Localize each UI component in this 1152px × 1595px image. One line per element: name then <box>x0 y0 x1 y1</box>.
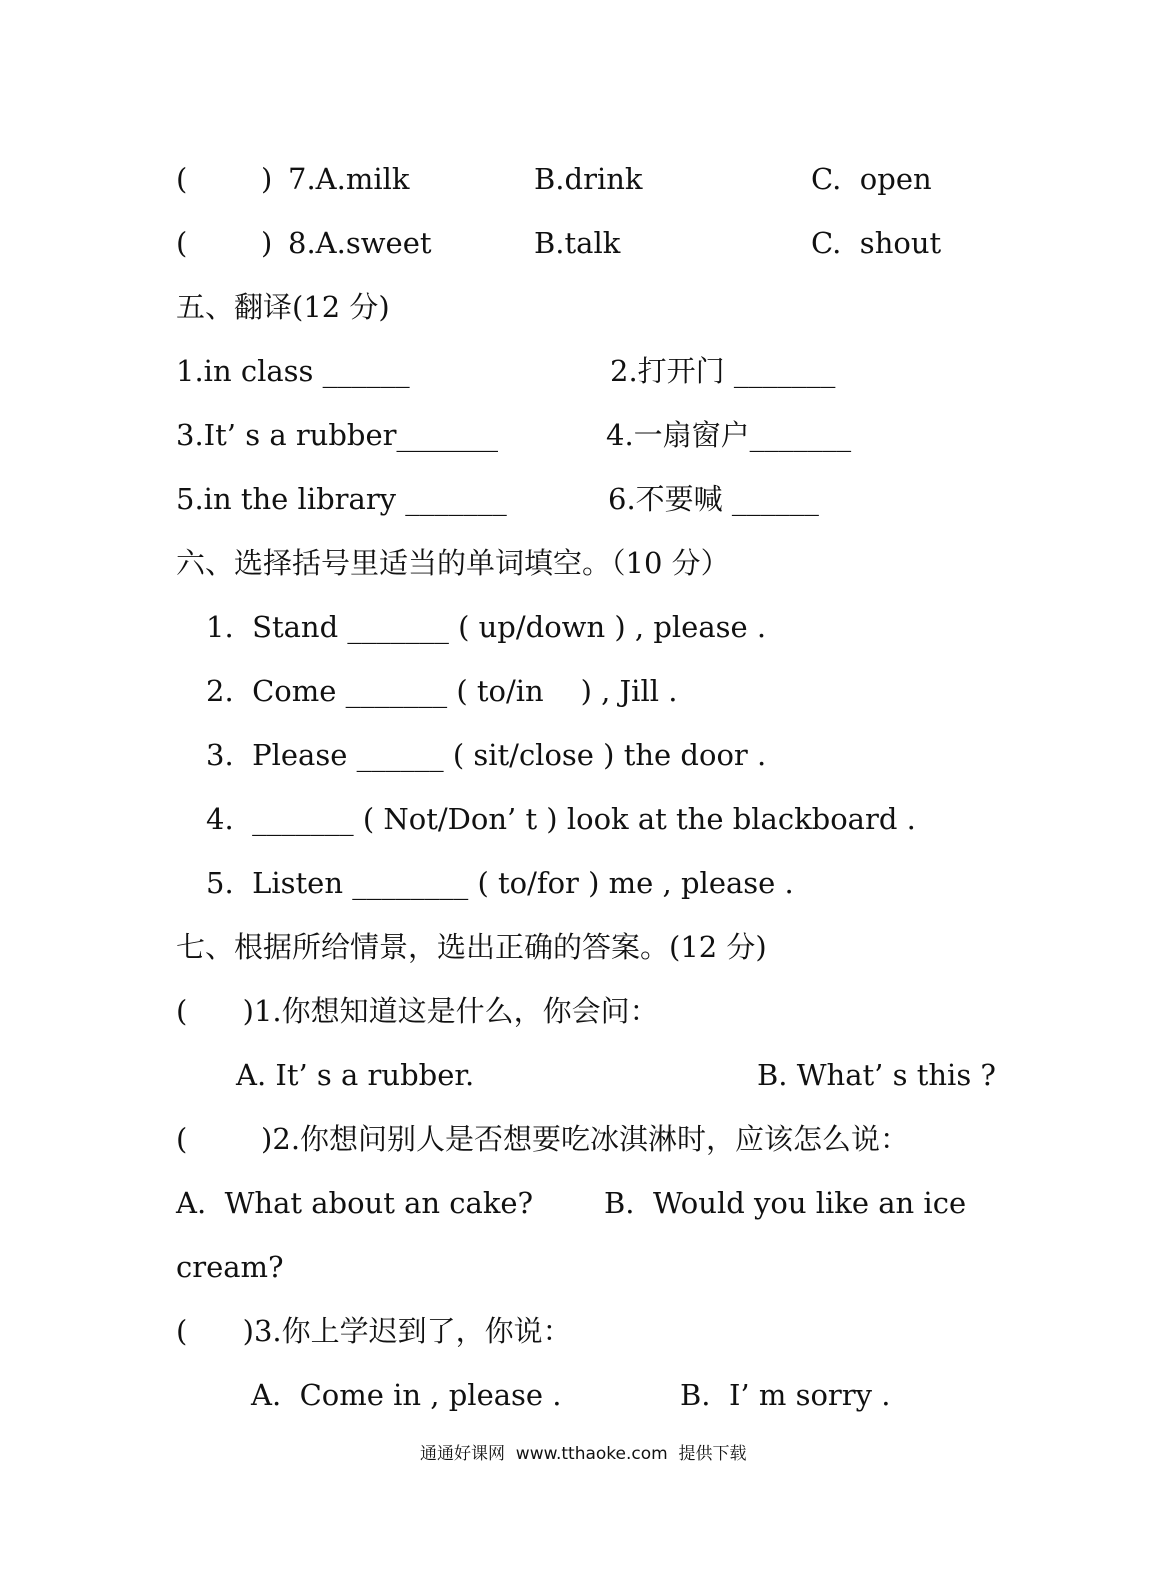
scenario-2-option-b-continued: cream? <box>176 1250 284 1284</box>
scenario-2-option-b: B. Would you like an ice <box>604 1186 967 1220</box>
section-5-title: 五、翻译(12 分) <box>176 290 390 324</box>
scenario-2-stem: ( )2.你想问别人是否想要吃冰淇淋时，应该怎么说： <box>176 1122 910 1156</box>
translate-item-5: 5.in the library _______ <box>176 482 507 516</box>
section-6-title: 六、选择括号里适当的单词填空。（10 分） <box>176 546 730 580</box>
question-8-option-b: B.talk <box>534 226 621 260</box>
question-7-option-c: C. open <box>811 162 932 196</box>
translate-item-3: 3.It’ s a rubber_______ <box>176 418 499 452</box>
question-8-paren: ( ) <box>176 226 273 260</box>
question-8-option-c: C. shout <box>811 226 942 260</box>
scenario-2-option-a: A. What about an cake? <box>176 1186 534 1220</box>
translate-item-1: 1.in class ______ <box>176 354 410 388</box>
fill-item-4: 4. _______ ( Not/Don’ t ) look at the blackboard . <box>206 802 916 836</box>
translate-item-4: 4.一扇窗户_______ <box>606 418 852 452</box>
fill-item-2: 2. Come _______ ( to/in ) , Jill . <box>206 674 678 708</box>
translate-item-2: 2.打开门 _______ <box>610 354 836 388</box>
translate-item-6: 6.不要喊 ______ <box>608 482 819 516</box>
scenario-3-option-a: A. Come in , please . <box>251 1378 562 1412</box>
question-7-option-b: B.drink <box>534 162 643 196</box>
fill-item-1: 1. Stand _______ ( up/down ) , please . <box>206 610 767 644</box>
scenario-1-stem: ( )1.你想知道这是什么，你会问： <box>176 994 659 1028</box>
scenario-1-option-a: A. It’ s a rubber. <box>236 1058 475 1092</box>
footer-source: 通通好课网 www.tthaoke.com 提供下载 <box>420 1444 747 1464</box>
section-7-title: 七、根据所给情景，选出正确的答案。(12 分) <box>176 930 767 964</box>
question-8-option-a: 8.A.sweet <box>288 226 432 260</box>
question-7-option-a: 7.A.milk <box>288 162 410 196</box>
scenario-1-option-b: B. What’ s this ? <box>757 1058 996 1092</box>
fill-item-5: 5. Listen ________ ( to/for ) me , please . <box>206 866 794 900</box>
scenario-3-option-b: B. I’ m sorry . <box>680 1378 891 1412</box>
fill-item-3: 3. Please ______ ( sit/close ) the door . <box>206 738 767 772</box>
scenario-3-stem: ( )3.你上学迟到了，你说： <box>176 1314 572 1348</box>
question-7-paren: ( ) <box>176 162 273 196</box>
